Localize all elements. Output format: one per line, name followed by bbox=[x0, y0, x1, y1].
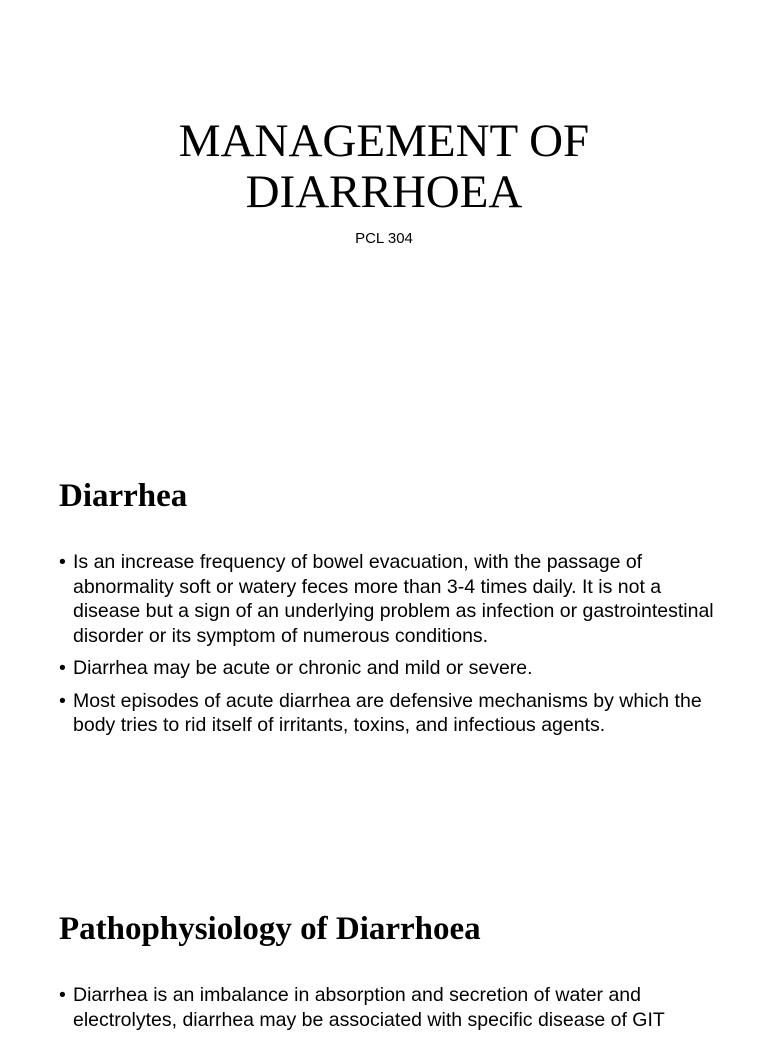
bullet-list bbox=[59, 550, 719, 746]
bullet-item: • Diarrhea is an imbalance in absorption and secretion of water and electrolytes, diarrhea may be associated with specific disease of GIT bbox=[59, 983, 719, 1032]
course-code: PCL 304 bbox=[355, 230, 413, 247]
title-line-2: DIARRHOEA bbox=[245, 166, 523, 218]
bullet-item: • Diarrhea may be acute or chronic and mild or severe. bbox=[59, 656, 719, 681]
title-slide bbox=[0, 0, 768, 432]
slide-heading: Pathophysiology of Diarrhoea bbox=[59, 911, 481, 947]
bullet-list bbox=[59, 983, 719, 1040]
bullet-item: • Most episodes of acute diarrhea are defensive mechanisms by which the body tries to rid itself of irritants, toxins, and infectious agents. bbox=[59, 689, 719, 738]
presentation-title bbox=[0, 116, 768, 218]
bullet-item: • Is an increase frequency of bowel evacuation, with the passage of abnormality soft or watery feces more than 3-4 times daily. It is not a disease but a sign of an underlying problem as infection or gastrointestinal disorder or its symptom of numerous conditions. bbox=[59, 550, 719, 648]
slide-heading: Diarrhea bbox=[59, 478, 188, 514]
diarrhea-slide bbox=[0, 432, 768, 864]
title-line-1: MANAGEMENT OF bbox=[178, 115, 590, 167]
pathophysiology-slide bbox=[0, 864, 768, 1031]
